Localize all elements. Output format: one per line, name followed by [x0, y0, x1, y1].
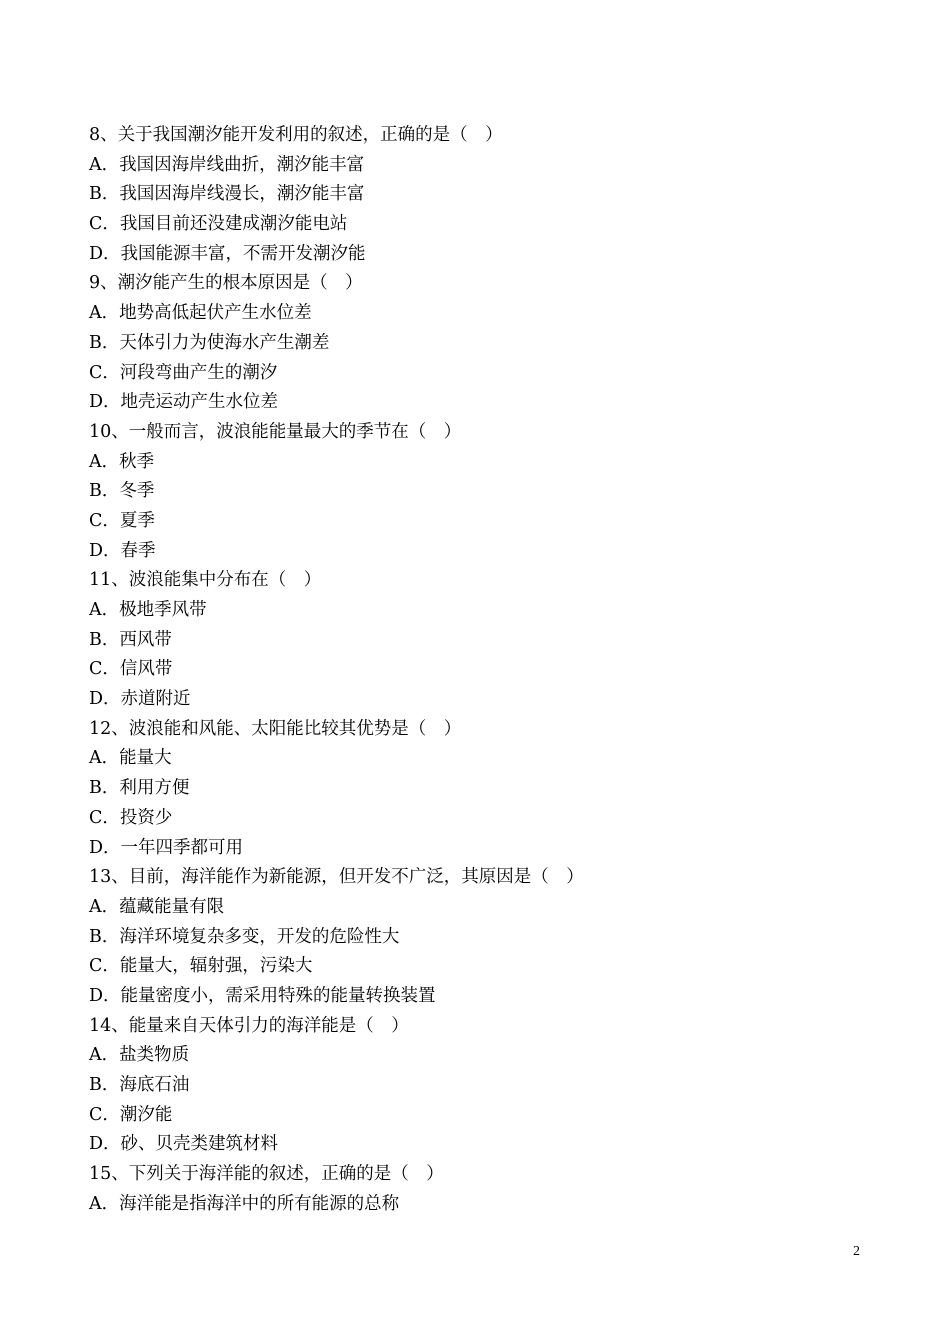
option-c: C．夏季 [89, 510, 155, 531]
option-b: B．海底石油 [89, 1075, 190, 1095]
option-a: A．地势高低起伏产生水位差 [89, 303, 312, 324]
option-a: A．盐类物质 [89, 1045, 190, 1066]
question-12 [89, 715, 889, 863]
question-9 [89, 269, 889, 417]
option-b: B．西风带 [89, 629, 172, 650]
option-a: A．秋季 [89, 451, 155, 472]
question-stem: 10、一般而言，波浪能能量最大的季节在（ ） [89, 421, 462, 442]
option-d: D．地壳运动产生水位差 [89, 392, 279, 413]
option-c: C．信风带 [89, 659, 173, 680]
question-stem: 12、波浪能和风能、太阳能比较其优势是（ ） [89, 718, 462, 739]
question-stem: 8、关于我国潮汐能开发利用的叙述，正确的是（ ） [89, 125, 503, 145]
option-c: C．河段弯曲产生的潮汐 [89, 362, 278, 383]
question-14 [89, 1012, 889, 1160]
option-b: B．海洋环境复杂多变，开发的危险性大 [89, 926, 400, 947]
option-d: D．砂、贝壳类建筑材料 [89, 1134, 279, 1155]
question-stem: 14、能量来自天体引力的海洋能是（ ） [89, 1015, 409, 1036]
option-d: D．我国能源丰富，不需开发潮汐能 [89, 243, 366, 264]
question-stem: 15、下列关于海洋能的叙述，正确的是（ ） [89, 1164, 444, 1185]
question-list [89, 121, 889, 1219]
question-13 [89, 863, 889, 1011]
option-c: C．潮汐能 [89, 1104, 173, 1125]
page-number: 2 [853, 1244, 860, 1259]
option-a: A．蕴藏能量有限 [89, 896, 225, 917]
option-a: A．能量大 [89, 748, 172, 769]
question-11 [89, 566, 889, 714]
question-stem: 9、潮汐能产生的根本原因是（ ） [89, 273, 363, 294]
option-b: B．我国因海岸线漫长，潮汐能丰富 [89, 184, 365, 205]
option-d: D．赤道附近 [89, 689, 191, 710]
question-stem: 11、波浪能集中分布在（ ） [89, 570, 322, 591]
option-b: B．天体引力为使海水产生潮差 [89, 332, 330, 353]
question-stem: 13、目前，海洋能作为新能源，但开发不广泛，其原因是（ ） [89, 867, 584, 888]
option-d: D．能量密度小，需采用特殊的能量转换装置 [89, 985, 436, 1006]
question-10 [89, 418, 889, 566]
option-c: C．我国目前还没建成潮汐能电站 [89, 214, 348, 235]
option-b: B．利用方便 [89, 778, 190, 799]
question-8 [89, 121, 889, 269]
option-d: D．春季 [89, 540, 156, 561]
option-d: D．一年四季都可用 [89, 837, 244, 858]
option-a: A．海洋能是指海洋中的所有能源的总称 [89, 1193, 400, 1214]
option-a: A．极地季风带 [89, 600, 207, 620]
question-15 [89, 1160, 889, 1219]
option-b: B．冬季 [89, 481, 155, 502]
option-a: A．我国因海岸线曲折，潮汐能丰富 [89, 154, 365, 175]
option-c: C．投资少 [89, 807, 173, 828]
option-c: C．能量大，辐射强，污染大 [89, 956, 313, 977]
